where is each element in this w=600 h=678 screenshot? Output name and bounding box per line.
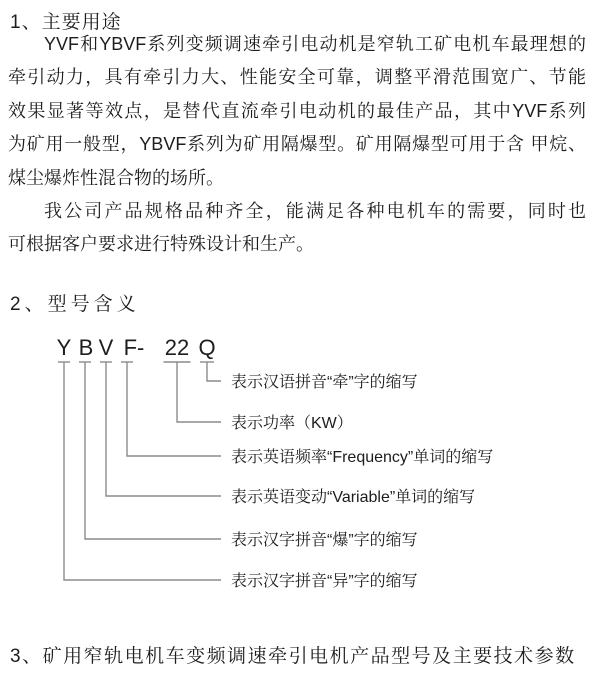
model-code-symbol: F- <box>123 335 145 360</box>
paragraph-line: 牵引动力，具有牵引力大、性能安全可靠，调整平滑范围宽广、节能 <box>8 67 586 88</box>
section1-heading: 1、主要用途 <box>10 12 122 33</box>
body-paragraphs <box>8 28 586 262</box>
section2-heading: 2、型号含义 <box>10 294 140 315</box>
paragraph-line: 可根据客户要求进行特殊设计和生产。 <box>8 234 314 255</box>
connector-elbow-line <box>85 362 221 539</box>
model-code-symbol: V <box>98 335 114 360</box>
paragraph-line: 效果显著等效点，是替代直流牵引电动机的最佳产品，其中YVF系列 <box>8 100 586 121</box>
model-code-symbol: B <box>78 335 94 360</box>
model-code-description: 表示汉字拼音“异”字的缩写 <box>231 573 418 590</box>
model-code-description: 表示汉字拼音“爆”字的缩写 <box>231 532 418 549</box>
paragraph-line: YVF和YBVF系列变频调速牵引电动机是窄轨工矿电机车最理想的 <box>44 34 586 54</box>
model-code-symbol: Q <box>198 335 216 360</box>
connector-elbow-line <box>106 362 221 496</box>
model-code-description: 表示功率（KW） <box>231 415 353 432</box>
model-code-symbol: 22 <box>164 335 190 360</box>
section3-heading: 3、矿用窄轨电机车变频调速牵引电机产品型号及主要技术参数 <box>10 646 576 667</box>
connector-elbow-line <box>177 362 221 422</box>
connector-elbow-line <box>207 362 221 381</box>
model-code-description: 表示汉语拼音“牵”字的缩写 <box>231 374 418 391</box>
paragraph-line: 我公司产品规格品种齐全，能满足各种电机车的需要，同时也 <box>44 200 586 221</box>
paragraph-line: 为矿用一般型，YBVF系列为矿用隔爆型。矿用隔爆型可用于含 甲烷、 <box>8 134 586 155</box>
paragraph-line: 煤尘爆炸性混合物的场所。 <box>8 167 224 188</box>
connector-elbow-line <box>127 362 221 456</box>
connector-elbow-line <box>64 362 221 580</box>
model-code-description: 表示英语变动“Variable”单词的缩写 <box>231 489 476 506</box>
model-code-description: 表示英语频率“Frequency”单词的缩写 <box>231 449 494 466</box>
model-code-symbol: Y <box>56 335 72 360</box>
